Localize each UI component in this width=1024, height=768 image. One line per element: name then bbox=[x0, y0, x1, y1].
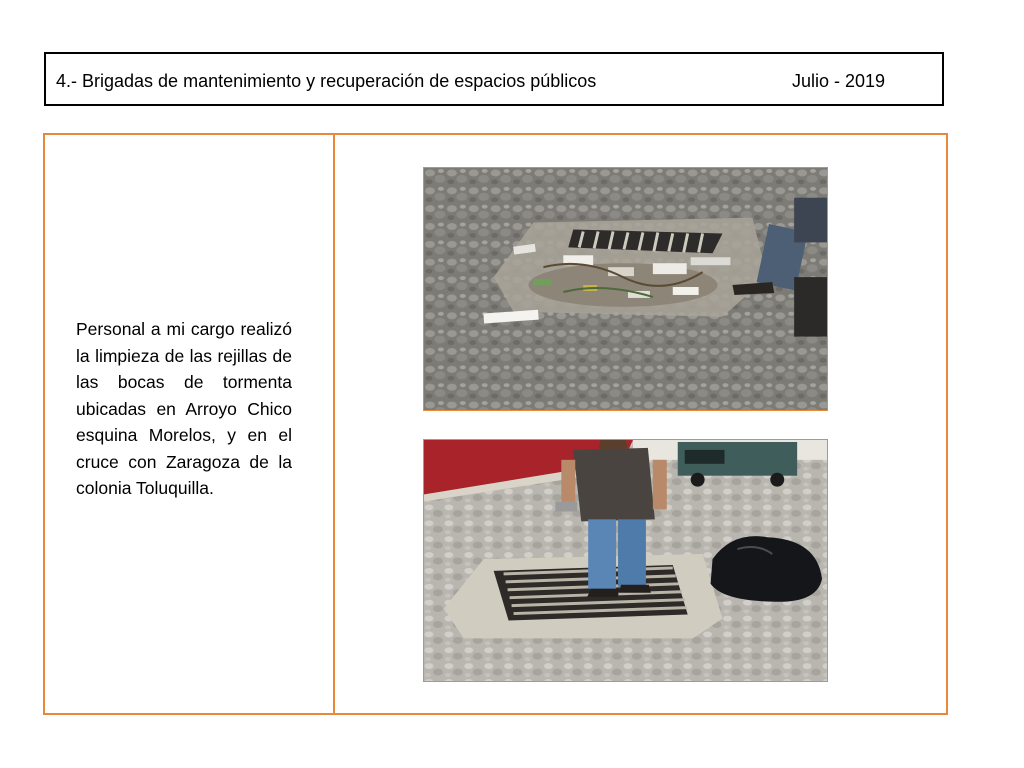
photo-drain-worker bbox=[423, 439, 828, 682]
header-box bbox=[44, 52, 944, 106]
slide-date: Julio - 2019 bbox=[792, 71, 886, 91]
slide-title: 4.- Brigadas de mantenimiento y recuperación de espacios públicos bbox=[56, 71, 597, 91]
description-text: Personal a mi cargo realizó la limpieza de las rejillas de las bocas de tormenta ubicadas en Arroyo Chico esquina Morelos, y en el cruce con Zaragoza de la colonia Toluquilla. bbox=[76, 319, 292, 498]
photo-drain-before bbox=[423, 167, 828, 411]
